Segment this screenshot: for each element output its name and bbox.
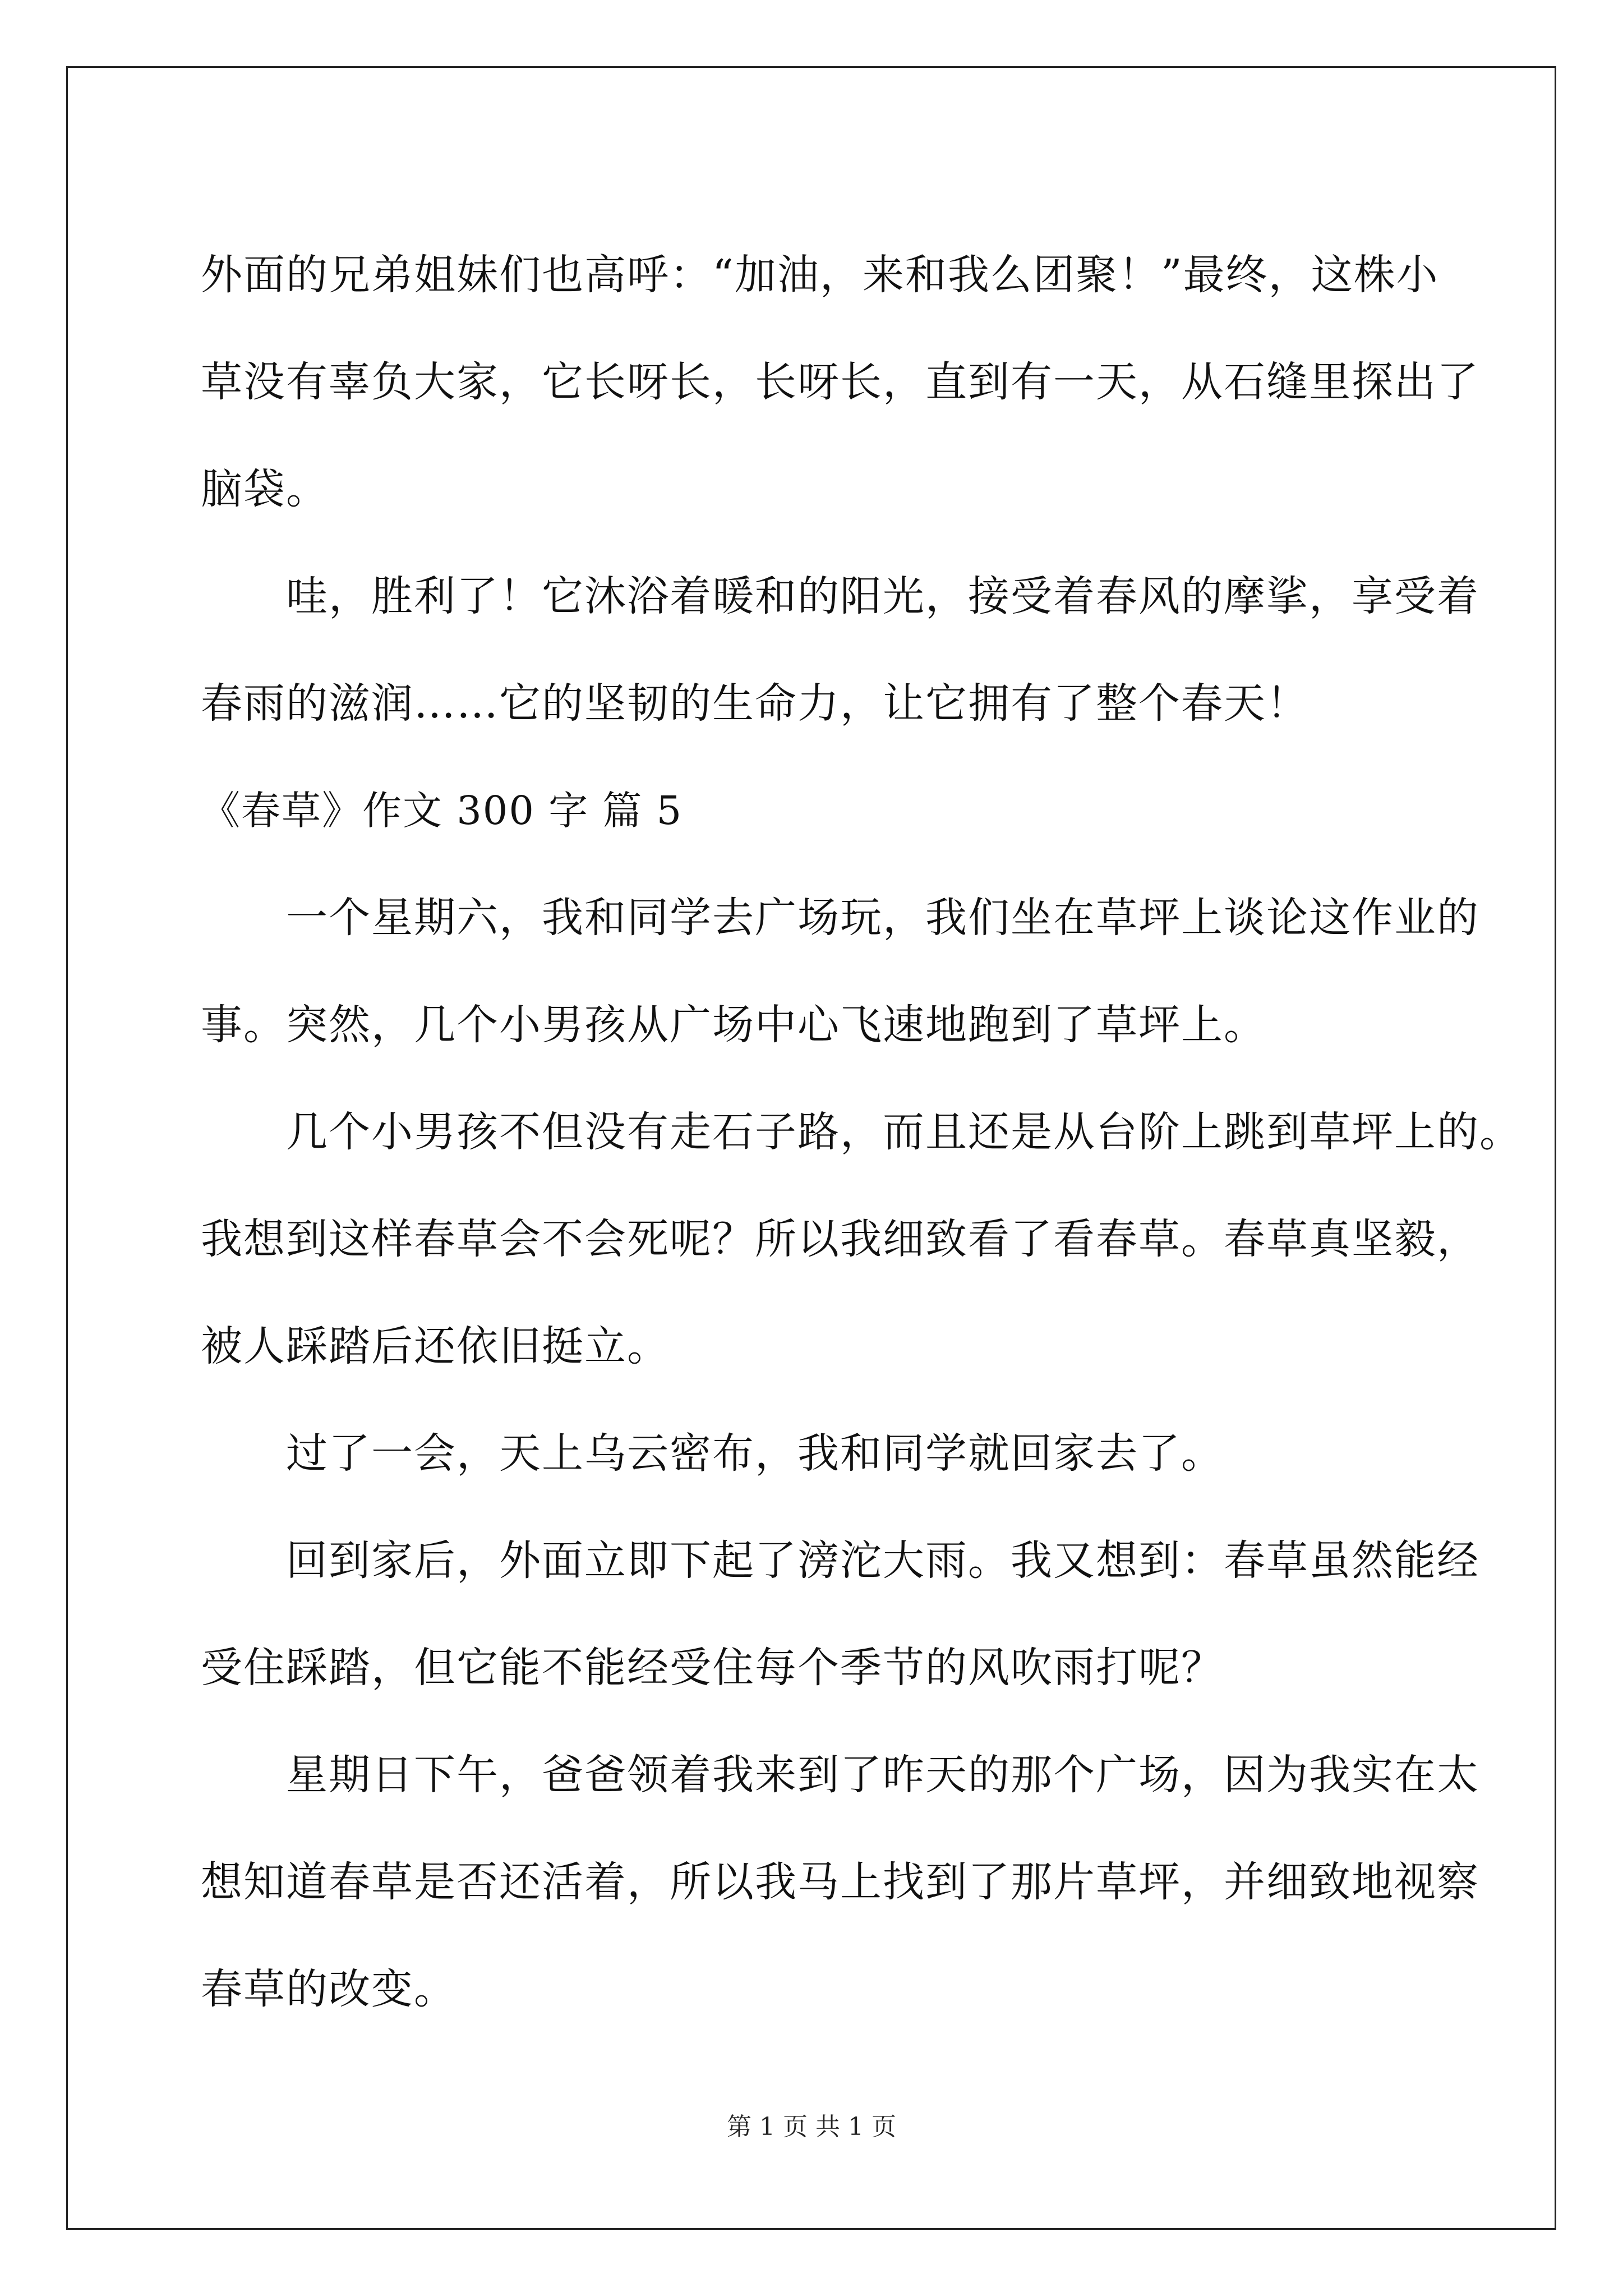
text-line: 脑袋。 bbox=[201, 465, 329, 513]
text-line: 回到家后，外面立即下起了滂沱大雨。我又想到：春草虽然能经 bbox=[286, 1536, 1479, 1585]
paragraph bbox=[201, 864, 1491, 1079]
text-line: 过了一会，天上乌云密布，我和同学就回家去了。 bbox=[286, 1429, 1224, 1478]
section-heading bbox=[201, 757, 1491, 864]
paragraph bbox=[201, 1400, 1491, 1507]
paragraph bbox=[201, 1507, 1491, 1722]
text-line: 受住踩踏，但它能不能经受住每个季节的风吹雨打呢？ bbox=[201, 1644, 1224, 1692]
text-line: 几个小男孩不但没有走石子路，而且还是从台阶上跳到草坪上的。 bbox=[286, 1108, 1522, 1156]
document-body bbox=[201, 222, 1522, 2043]
text-line: 一个星期六，我和同学去广场玩，我们坐在草坪上谈论这作业的 bbox=[286, 894, 1479, 942]
text-line: 外面的兄弟姐妹们也高呼：“加油，来和我么团聚！”最终，这株小 bbox=[201, 251, 1439, 299]
text-line: 草没有辜负大家，它长呀长，长呀长，直到有一天，从石缝里探出了 bbox=[201, 358, 1479, 406]
page-number-footer: 第 1 页 共 1 页 bbox=[727, 2113, 896, 2141]
text-line: 春雨的滋润……它的坚韧的生命力，让它拥有了整个春天！ bbox=[201, 679, 1309, 728]
text-line: 被人踩踏后还依旧挺立。 bbox=[201, 1322, 670, 1370]
paragraph bbox=[201, 543, 1491, 757]
text-line: 星期日下午，爸爸领着我来到了昨天的那个广场，因为我实在太 bbox=[286, 1751, 1479, 1799]
text-line: 想知道春草是否还活着，所以我马上找到了那片草坪，并细致地视察 bbox=[201, 1858, 1479, 1906]
text-line: 春草的改变。 bbox=[201, 1965, 457, 2013]
heading-text: 《春草》作文 300 字 篇 5 bbox=[201, 788, 683, 834]
text-line: 事。突然，几个小男孩从广场中心飞速地跑到了草坪上。 bbox=[201, 1001, 1266, 1049]
text-line: 哇，胜利了！它沐浴着暖和的阳光，接受着春风的摩挲，享受着 bbox=[286, 572, 1479, 620]
paragraph bbox=[201, 1722, 1491, 2043]
paragraph bbox=[201, 222, 1491, 543]
paragraph bbox=[201, 1079, 1522, 1400]
text-line: 我想到这样春草会不会死呢？所以我细致看了看春草。春草真坚毅， bbox=[201, 1215, 1479, 1263]
